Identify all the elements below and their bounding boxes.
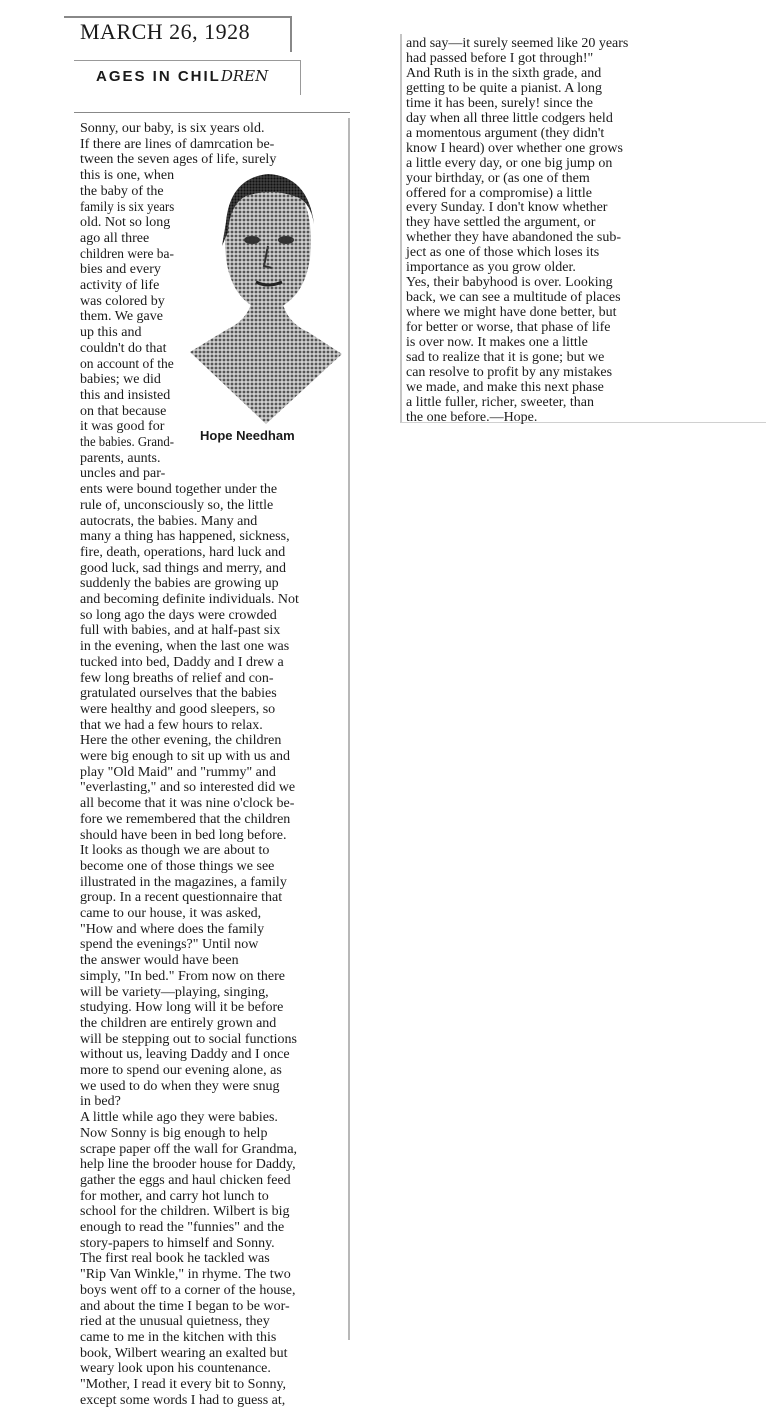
article-line: this and insisted bbox=[80, 387, 171, 403]
article-line: the baby of the bbox=[80, 183, 164, 199]
article-line: "everlasting," and so interested did we bbox=[80, 780, 296, 796]
article-line: spend the evenings?" Until now bbox=[80, 937, 259, 953]
article-line: illustrated in the magazines, a family bbox=[80, 874, 287, 890]
article-line: every Sunday. I don't know whether bbox=[406, 200, 608, 216]
article-line: importance as you grow older. bbox=[406, 260, 576, 276]
article-line: them. We gave bbox=[80, 309, 163, 325]
article-line: The first real book he tackled was bbox=[80, 1251, 270, 1267]
article-line: should have been in bed long before. bbox=[80, 827, 287, 843]
article-line: except some words I had to guess at, bbox=[80, 1392, 286, 1408]
article-line: enough to read the "funnies" and the bbox=[80, 1220, 285, 1235]
article-line: in the evening, when the last one was bbox=[80, 639, 290, 655]
article-line: sad to realize that it is gone; but we bbox=[406, 349, 605, 365]
article-line: the babies. Grand- bbox=[80, 435, 175, 450]
article-line: the children are entirely grown and bbox=[80, 1015, 277, 1031]
article-line: offered for a compromise) a little bbox=[406, 185, 592, 201]
article-line: is over now. It makes one a little bbox=[406, 335, 588, 350]
article-line: can resolve to profit by any mistakes bbox=[406, 364, 613, 380]
article-line: gratulated ourselves that the babies bbox=[80, 686, 277, 702]
article-line: help line the brooder house for Daddy, bbox=[80, 1157, 296, 1173]
article-line: ject as one of those which loses its bbox=[406, 245, 600, 261]
article-line: Yes, their babyhood is over. Looking bbox=[406, 275, 613, 291]
photo-caption: Hope Needham bbox=[200, 428, 295, 443]
article-line: "Mother, I read it every bit to Sonny, bbox=[80, 1377, 287, 1392]
article-line: we used to do when they were snug bbox=[80, 1078, 280, 1094]
portrait-photo bbox=[186, 162, 346, 430]
article-line: on that because bbox=[80, 403, 167, 419]
article-line: that we had a few hours to relax. bbox=[80, 717, 263, 733]
article-line: time it has been, surely! since the bbox=[406, 95, 593, 111]
article-line: rule of, unconsciously so, the little bbox=[80, 497, 274, 513]
article-line: was colored by bbox=[80, 293, 165, 309]
article-heading bbox=[96, 67, 268, 85]
article-line: A little while ago they were babies. bbox=[80, 1110, 278, 1126]
article-line: "Rip Van Winkle," in rhyme. The two bbox=[80, 1267, 291, 1283]
article-line: weary look upon his countenance. bbox=[80, 1361, 271, 1377]
article-line: had passed before I got through!" bbox=[406, 50, 594, 66]
article-line: parents, aunts. bbox=[80, 450, 161, 466]
article-line: where we might have done better, but bbox=[406, 305, 617, 321]
article-line: fire, death, operations, hard luck and bbox=[80, 544, 286, 560]
article-line: day when all three little codgers held bbox=[406, 110, 613, 126]
article-line: and say—it surely seemed like 20 years bbox=[406, 36, 629, 51]
article-line: play "Old Maid" and "rummy" and bbox=[80, 764, 276, 780]
article-line: were big enough to sit up with us and bbox=[80, 749, 290, 764]
article-line: group. In a recent questionnaire that bbox=[80, 890, 283, 906]
article-line: came to our house, it was asked, bbox=[80, 906, 262, 921]
article-line: know I heard) over whether one grows bbox=[406, 140, 623, 156]
article-line: will be variety—playing, singing, bbox=[80, 984, 269, 1000]
article-line: whether they have abandoned the sub- bbox=[406, 230, 621, 246]
article-line: a little every day, or one big jump on bbox=[406, 155, 613, 171]
publication-date: MARCH 26, 1928 bbox=[80, 19, 251, 44]
article-line: up this and bbox=[80, 325, 142, 341]
article-line: good luck, sad things and merry, and bbox=[80, 560, 286, 576]
article-line: a little fuller, richer, sweeter, than bbox=[406, 394, 595, 410]
heading-handwritten: DREN bbox=[220, 67, 269, 85]
article-line: they have settled the argument, or bbox=[406, 215, 596, 231]
article-line: getting to be quite a pianist. A long bbox=[406, 80, 602, 96]
article-line: activity of life bbox=[80, 278, 160, 293]
article-line: will be stepping out to social functions bbox=[80, 1031, 297, 1047]
article-line: Sonny, our baby, is six years old. bbox=[80, 121, 265, 136]
article-line: on account of the bbox=[80, 356, 174, 372]
article-line: came to me in the kitchen with this bbox=[80, 1329, 277, 1345]
article-line: the answer would have been bbox=[80, 953, 239, 969]
article-line: this is one, when bbox=[80, 168, 175, 184]
article-line: were healthy and good sleepers, so bbox=[80, 701, 276, 717]
article-line: few long breaths of relief and con- bbox=[80, 670, 274, 686]
article-line: Here the other evening, the children bbox=[80, 733, 282, 749]
article-line: ried at the unusual quietness, they bbox=[80, 1314, 270, 1330]
article-line: more to spend our evening alone, as bbox=[80, 1063, 282, 1078]
article-line: ago all three bbox=[80, 230, 150, 246]
article-line: It looks as though we are about to bbox=[80, 843, 270, 859]
article-line: it was good for bbox=[80, 419, 165, 435]
article-line: bies and every bbox=[80, 262, 161, 278]
article-line: autocrats, the babies. Many and bbox=[80, 513, 258, 529]
article-line: in bed? bbox=[80, 1094, 121, 1110]
article-line: old. Not so long bbox=[80, 215, 171, 231]
article-line: the one before.—Hope. bbox=[406, 409, 538, 425]
article-line: book, Wilbert wearing an exalted but bbox=[80, 1345, 288, 1361]
article-line: scrape paper off the wall for Grandma, bbox=[80, 1141, 298, 1157]
article-line: tucked into bed, Daddy and I drew a bbox=[80, 654, 284, 670]
article-line: for mother, and carry hot lunch to bbox=[80, 1188, 269, 1204]
heading-printed: AGES IN CHIL bbox=[96, 68, 221, 85]
article-line: babies; we did bbox=[80, 372, 161, 388]
article-line: a momentous argument (they didn't bbox=[406, 125, 605, 141]
article-line: school for the children. Wilbert is big bbox=[80, 1204, 290, 1220]
article-line: And Ruth is in the sixth grade, and bbox=[406, 65, 602, 81]
article-line: "How and where does the family bbox=[80, 921, 265, 937]
article-line: so long ago the days were crowded bbox=[80, 607, 277, 623]
article-line: we made, and make this next phase bbox=[406, 379, 604, 395]
article-line: uncles and par- bbox=[80, 466, 166, 482]
article-line: tween the seven ages of life, surely bbox=[80, 152, 277, 168]
article-line: back, we can see a multitude of places bbox=[406, 290, 621, 306]
article-line: children were ba- bbox=[80, 246, 174, 262]
article-line: become one of those things we see bbox=[80, 858, 275, 874]
article-line: for better or worse, that phase of life bbox=[406, 320, 611, 336]
article-line: couldn't do that bbox=[80, 340, 167, 356]
article-line: many a thing has happened, sickness, bbox=[80, 529, 290, 545]
article-line: Now Sonny is big enough to help bbox=[80, 1125, 268, 1141]
article-line: If there are lines of damrcation be- bbox=[80, 136, 275, 152]
article-line: and becoming definite individuals. Not bbox=[80, 592, 299, 607]
article-line: boys went off to a corner of the house, bbox=[80, 1282, 296, 1298]
article-line: suddenly the babies are growing up bbox=[80, 576, 279, 592]
article-line: studying. How long will it be before bbox=[80, 1000, 284, 1016]
article-line: simply, "In bed." From now on there bbox=[80, 968, 285, 984]
article-line: gather the eggs and haul chicken feed bbox=[80, 1172, 291, 1188]
article-line: and about the time I began to be wor- bbox=[80, 1298, 290, 1314]
heading-rule bbox=[74, 112, 350, 113]
article-line: without us, leaving Daddy and I once bbox=[80, 1047, 290, 1063]
article-line: all become that it was nine o'clock be- bbox=[80, 796, 295, 812]
article-line: full with babies, and at half-past six bbox=[80, 623, 281, 639]
article-line: family is six years bbox=[80, 199, 175, 215]
article-line: your birthday, or (as one of them bbox=[406, 170, 590, 186]
article-line: ents were bound together under the bbox=[80, 482, 278, 498]
article-line: fore we remembered that the children bbox=[80, 811, 291, 827]
article-line: story-papers to himself and Sonny. bbox=[80, 1235, 275, 1251]
